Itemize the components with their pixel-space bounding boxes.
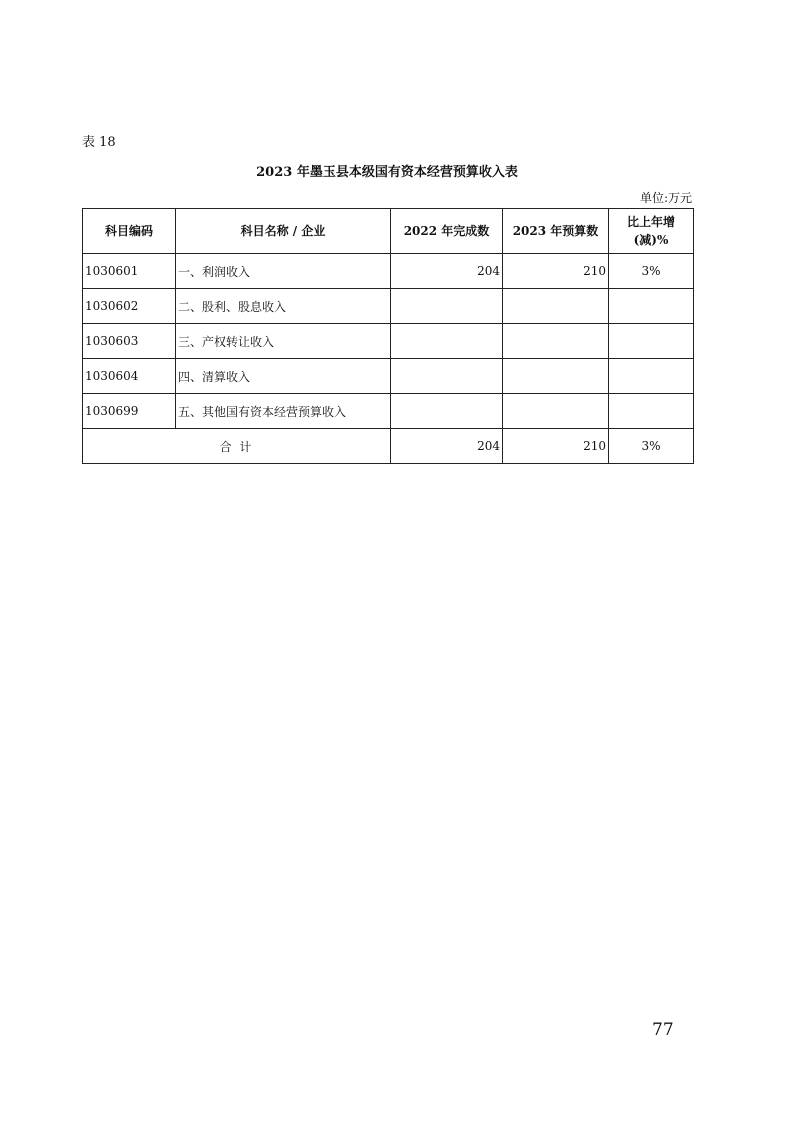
row-code: 1030601	[83, 254, 176, 289]
column-header-change: 比上年增(减)%	[609, 209, 694, 254]
total-row	[83, 429, 694, 464]
table-row	[83, 359, 694, 394]
row-name: 三、产权转让收入	[176, 324, 391, 359]
row-completed-2022: 204	[391, 254, 503, 289]
row-name: 四、清算收入	[176, 359, 391, 394]
total-change: 3%	[609, 429, 694, 464]
row-completed-2022	[391, 289, 503, 324]
total-budget-2023: 210	[503, 429, 609, 464]
row-change	[609, 289, 694, 324]
table-header-row	[83, 209, 694, 254]
column-header-completed-2022: 2022 年完成数	[391, 209, 503, 254]
total-completed-2022: 204	[391, 429, 503, 464]
table-row	[83, 324, 694, 359]
table-row	[83, 289, 694, 324]
row-name: 五、其他国有资本经营预算收入	[176, 394, 391, 429]
row-code: 1030699	[83, 394, 176, 429]
row-budget-2023	[503, 324, 609, 359]
row-budget-2023	[503, 359, 609, 394]
page-title: 2023 年墨玉县本级国有资本经营预算收入表	[256, 165, 518, 180]
row-completed-2022	[391, 359, 503, 394]
row-budget-2023: 210	[503, 254, 609, 289]
row-change	[609, 359, 694, 394]
row-name: 一、利润收入	[176, 254, 391, 289]
table-row	[83, 394, 694, 429]
row-change	[609, 394, 694, 429]
column-header-name: 科目名称 / 企业	[176, 209, 391, 254]
unit-label: 单位:万元	[639, 191, 692, 205]
table-label: 表 18	[82, 135, 116, 150]
row-completed-2022	[391, 394, 503, 429]
page-number: 77	[652, 1020, 674, 1040]
budget-table	[82, 208, 694, 464]
row-budget-2023	[503, 289, 609, 324]
total-label: 合 计	[83, 429, 391, 464]
column-header-code: 科目编码	[83, 209, 176, 254]
row-budget-2023	[503, 394, 609, 429]
row-completed-2022	[391, 324, 503, 359]
column-header-budget-2023: 2023 年预算数	[503, 209, 609, 254]
row-name: 二、股利、股息收入	[176, 289, 391, 324]
table-row	[83, 254, 694, 289]
row-change: 3%	[609, 254, 694, 289]
row-code: 1030604	[83, 359, 176, 394]
row-code: 1030602	[83, 289, 176, 324]
row-change	[609, 324, 694, 359]
row-code: 1030603	[83, 324, 176, 359]
